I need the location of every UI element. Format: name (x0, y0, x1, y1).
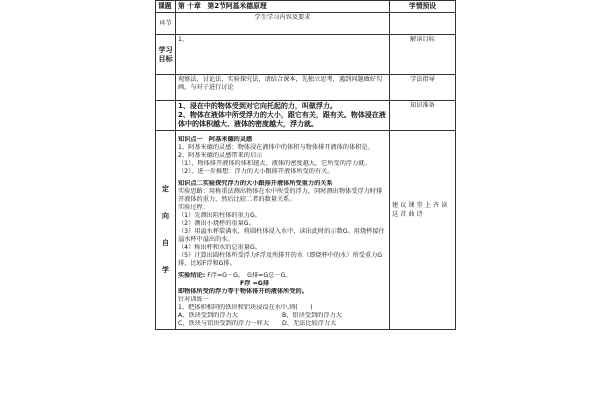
conclusion-text: 即物体所受的浮力等于物体排开的液体所受的。 (178, 288, 308, 295)
env-content: 学生学习内容及要求 (176, 13, 390, 35)
env-row (156, 13, 456, 35)
practice-question: 1、把体积相同的铁块和铝块浸没在水中,则( ) (178, 304, 313, 311)
main-row (156, 131, 456, 330)
guide-label (156, 75, 176, 101)
point1-line-2: 2、阿基米德的灵感带来的启示 (178, 152, 263, 159)
side-char-1: 定 (162, 185, 169, 193)
side-char-2: 向 (162, 212, 169, 220)
conclusion-row (178, 272, 387, 280)
main-content (176, 131, 390, 330)
goal-content: 1、 (176, 35, 390, 75)
goal-row (156, 35, 456, 75)
worksheet (155, 0, 455, 400)
prior-label (156, 101, 176, 131)
main-right-note: 建议课堂上齐读这首曲诗 (392, 202, 450, 218)
header-right: 学情预设 (390, 1, 456, 13)
side-char-4: 学 (162, 266, 169, 274)
lesson-title: 第 十章 第2节阿基米德原理 (176, 1, 390, 13)
guide-content (176, 75, 390, 101)
formula-2: F浮 =G排 (240, 280, 270, 287)
point2-line-2: 实验过程： (178, 204, 209, 211)
formula-1: F浮=G－G。 G排=G总－G。 (207, 272, 292, 279)
env-right (390, 13, 456, 35)
goal-label: 学习目标 (156, 35, 176, 75)
point2-line-3: （1）先测出阻柱体的重力G。 (178, 212, 261, 219)
guide-right: 学法指导 (390, 75, 456, 101)
point2-line-4: （2）测出小烧杯的重量G。 (178, 220, 255, 227)
prior-right: 知识准备 (390, 101, 456, 131)
point1-line-3: （1）、物体排开液体的体积越大、液体的密度越大，它所受的浮力就。 (178, 160, 371, 167)
main-right (390, 131, 456, 330)
header-label: 课题 (156, 1, 176, 13)
prior-content (176, 101, 390, 131)
point1-title: 知识点一 阿基米德的灵感 (178, 136, 253, 143)
point2-line-5: （3）用溢水杯装满水，将圆柱体浸入水中，读出此时的示数G。用烧杯接住溢水杯中溢出的水。 (178, 228, 385, 243)
point1-line-4: （2）、进一步推想：浮力的大小跟排开液体所受的有关。 (178, 168, 334, 175)
main-side (156, 131, 176, 330)
option-b: B、铝块受到的浮力大 (282, 312, 342, 319)
option-c: C、铁块与铝块受到的浮力一样大 (178, 320, 269, 327)
point1-line-1: 1、阿基米德的灵感：物体浸在液体中的体积与物体排开液体的体积是。 (178, 144, 374, 151)
point2-title: 知识点二实验探究浮力的大小跟排开液体所受重力的关系 (178, 180, 333, 187)
goal-right: 解读目标 (390, 35, 456, 75)
practice-title: 针对训练一 (178, 296, 209, 303)
guide-row (156, 75, 456, 101)
guide-text: 观察法、讨论法、实验探究法，请结合课本，先独立思考，遇到问题做好勾画，与对子进行讨论 (178, 76, 383, 91)
prior-row (156, 101, 456, 131)
point2-line-7: （5）计算出圆柱体所受浮力F浮及所排开的水（即烧杯中的水）所受重力G排，比较F浮和G排。 (178, 252, 383, 267)
point2-line-1: 实验思路：用称重法测出物体在水中所受的浮力，同时测出物体受浮力时排开液体的重力，然后比较二者的数量关系。 (178, 188, 383, 203)
option-d: D、无法比较浮力大 (282, 320, 337, 327)
header-row (156, 1, 456, 13)
prior-line-2: 2、物体在液体中所受浮力的大小，跟它有关，跟有关。物体浸在液体中的体积越大、液体的密度越大，浮力就。 (178, 111, 386, 128)
option-row-1 (178, 312, 387, 320)
lesson-table (155, 0, 456, 330)
prior-line-1: 1、浸在中的物体受到对它向托起的力，叫做浮力。 (178, 102, 337, 110)
env-label: 环节 (156, 13, 176, 35)
option-a: A、铁块受到的浮力大 (178, 312, 238, 319)
point2-line-6: （4）称出杯和水的总重量G。 (178, 244, 261, 251)
option-row-2 (178, 320, 387, 328)
side-char-3: 自 (162, 239, 169, 247)
conclusion-label: 实验结论: (178, 272, 206, 279)
